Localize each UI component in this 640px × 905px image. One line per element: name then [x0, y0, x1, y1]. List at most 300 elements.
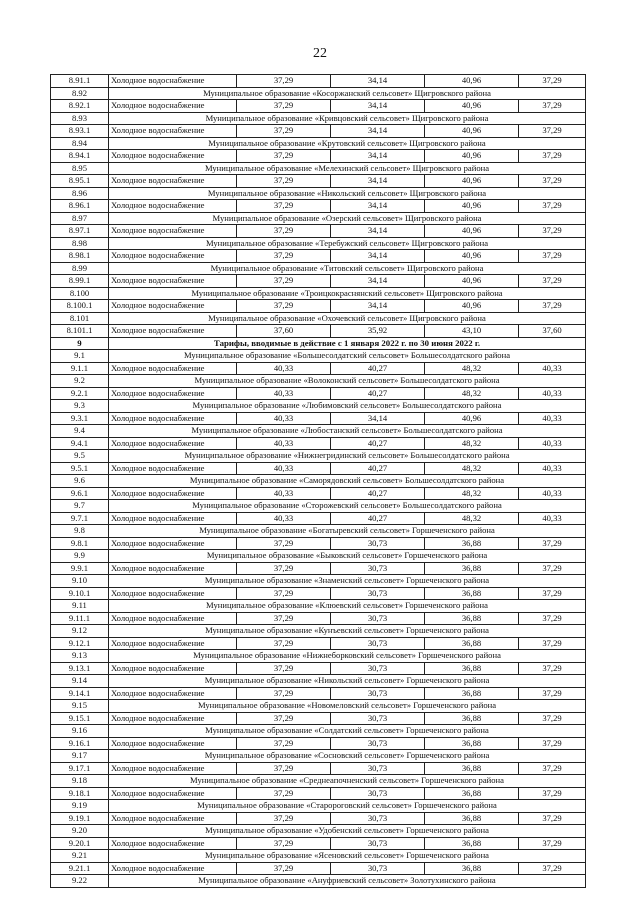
tariff-value-4: 37,29	[519, 537, 586, 550]
service-name: Холодное водоснабжение	[109, 762, 237, 775]
tariff-value-3: 48,32	[425, 512, 519, 525]
row-code: 9.13.1	[51, 662, 109, 675]
tariff-value-4: 37,29	[519, 687, 586, 700]
tariff-value-1: 37,29	[237, 562, 331, 575]
tariff-value-4: 37,29	[519, 837, 586, 850]
service-name: Холодное водоснабжение	[109, 737, 237, 750]
municipality-name: Муниципальное образование «Любостанский сельсовет» Большесолдатского района	[109, 425, 586, 438]
municipality-name: Муниципальное образование «Крутовский сельсовет» Щигровского района	[109, 137, 586, 150]
row-code: 9.19.1	[51, 812, 109, 825]
tariff-value-1: 37,29	[237, 762, 331, 775]
tariff-value-1: 37,29	[237, 150, 331, 163]
tariff-value-2: 34,14	[331, 200, 425, 213]
row-code: 9.12.1	[51, 637, 109, 650]
tariff-value-2: 40,27	[331, 387, 425, 400]
municipality-code: 9.14	[51, 675, 109, 688]
tariff-value-1: 37,29	[237, 787, 331, 800]
row-code: 8.91.1	[51, 75, 109, 88]
row-code: 9.21.1	[51, 862, 109, 875]
table-row	[51, 712, 586, 725]
tariff-value-1: 37,29	[237, 712, 331, 725]
municipality-row	[51, 350, 586, 363]
row-code: 9.18.1	[51, 787, 109, 800]
tariff-value-2: 30,73	[331, 712, 425, 725]
tariff-value-4: 37,29	[519, 637, 586, 650]
municipality-row	[51, 162, 586, 175]
tariff-value-2: 34,14	[331, 275, 425, 288]
table-row	[51, 300, 586, 313]
tariff-value-1: 40,33	[237, 462, 331, 475]
municipality-code: 9.13	[51, 650, 109, 663]
service-name: Холодное водоснабжение	[109, 325, 237, 338]
municipality-code: 9.19	[51, 800, 109, 813]
tariff-value-2: 40,27	[331, 512, 425, 525]
municipality-name: Муниципальное образование «Озерский сельсовет» Щигровского района	[109, 212, 586, 225]
tariff-value-4: 37,29	[519, 75, 586, 88]
tariff-value-4: 37,29	[519, 762, 586, 775]
tariff-value-1: 40,33	[237, 412, 331, 425]
tariff-value-3: 36,88	[425, 862, 519, 875]
tariff-value-1: 40,33	[237, 512, 331, 525]
municipality-row	[51, 625, 586, 638]
tariff-value-4: 37,29	[519, 737, 586, 750]
tariff-value-4: 37,29	[519, 712, 586, 725]
municipality-row	[51, 400, 586, 413]
tariff-value-2: 30,73	[331, 687, 425, 700]
service-name: Холодное водоснабжение	[109, 125, 237, 138]
table-row	[51, 437, 586, 450]
tariff-value-2: 30,73	[331, 587, 425, 600]
service-name: Холодное водоснабжение	[109, 250, 237, 263]
tariff-value-2: 40,27	[331, 487, 425, 500]
row-code: 9.8.1	[51, 537, 109, 550]
row-code: 9.6.1	[51, 487, 109, 500]
municipality-row	[51, 425, 586, 438]
municipality-row	[51, 500, 586, 513]
row-code: 9.4.1	[51, 437, 109, 450]
section-header-row	[51, 337, 586, 350]
tariff-value-1: 37,29	[237, 250, 331, 263]
municipality-code: 8.98	[51, 237, 109, 250]
municipality-code: 9.21	[51, 850, 109, 863]
municipality-code: 8.93	[51, 112, 109, 125]
municipality-code: 8.101	[51, 312, 109, 325]
tariff-value-1: 37,29	[237, 637, 331, 650]
tariff-value-4: 40,33	[519, 412, 586, 425]
municipality-row	[51, 800, 586, 813]
tariff-value-4: 40,33	[519, 387, 586, 400]
tariff-value-1: 37,29	[237, 837, 331, 850]
municipality-code: 8.95	[51, 162, 109, 175]
tariff-value-2: 30,73	[331, 662, 425, 675]
table-row	[51, 587, 586, 600]
tariff-value-2: 40,27	[331, 362, 425, 375]
tariff-table	[50, 74, 586, 888]
municipality-code: 9.16	[51, 725, 109, 738]
table-row	[51, 812, 586, 825]
service-name: Холодное водоснабжение	[109, 300, 237, 313]
service-name: Холодное водоснабжение	[109, 75, 237, 88]
tariff-value-1: 37,29	[237, 662, 331, 675]
page-number: 22	[313, 46, 327, 61]
service-name: Холодное водоснабжение	[109, 637, 237, 650]
service-name: Холодное водоснабжение	[109, 387, 237, 400]
table-row	[51, 250, 586, 263]
tariff-value-4: 37,29	[519, 150, 586, 163]
service-name: Холодное водоснабжение	[109, 200, 237, 213]
tariff-value-2: 34,14	[331, 150, 425, 163]
section-code: 9	[51, 337, 109, 350]
municipality-code: 9.6	[51, 475, 109, 488]
municipality-row	[51, 850, 586, 863]
municipality-name: Муниципальное образование «Большесолдатский сельсовет» Большесолдатского района	[109, 350, 586, 363]
tariff-value-3: 36,88	[425, 662, 519, 675]
table-row	[51, 612, 586, 625]
tariff-value-2: 34,14	[331, 225, 425, 238]
tariff-value-4: 37,29	[519, 587, 586, 600]
tariff-value-4: 37,29	[519, 812, 586, 825]
municipality-name: Муниципальное образование «Никольский сельсовет» Щигровского района	[109, 187, 586, 200]
row-code: 9.16.1	[51, 737, 109, 750]
row-code: 9.20.1	[51, 837, 109, 850]
tariff-value-3: 40,96	[425, 150, 519, 163]
tariff-value-4: 40,33	[519, 487, 586, 500]
tariff-value-3: 43,10	[425, 325, 519, 338]
row-code: 9.5.1	[51, 462, 109, 475]
tariff-value-3: 40,96	[425, 100, 519, 113]
municipality-name: Муниципальное образование «Косоржанский сельсовет» Щигровского района	[109, 87, 586, 100]
table-row	[51, 362, 586, 375]
table-row	[51, 862, 586, 875]
service-name: Холодное водоснабжение	[109, 862, 237, 875]
tariff-value-3: 48,32	[425, 387, 519, 400]
table-row	[51, 837, 586, 850]
municipality-row	[51, 137, 586, 150]
municipality-name: Муниципальное образование «Любимовский сельсовет» Большесолдатского района	[109, 400, 586, 413]
tariff-value-4: 37,29	[519, 225, 586, 238]
tariff-value-3: 40,96	[425, 75, 519, 88]
service-name: Холодное водоснабжение	[109, 837, 237, 850]
municipality-name: Муниципальное образование «Саморядовский сельсовет» Большесолдатского района	[109, 475, 586, 488]
tariff-value-4: 40,33	[519, 437, 586, 450]
municipality-name: Муниципальное образование «Нижнеборковский сельсовет» Горшеченского района	[109, 650, 586, 663]
municipality-name: Муниципальное образование «Быковский сельсовет» Горшеченского района	[109, 550, 586, 563]
municipality-code: 8.100	[51, 287, 109, 300]
municipality-row	[51, 675, 586, 688]
municipality-code: 8.97	[51, 212, 109, 225]
tariff-value-3: 36,88	[425, 737, 519, 750]
service-name: Холодное водоснабжение	[109, 100, 237, 113]
tariff-value-3: 40,96	[425, 200, 519, 213]
municipality-code: 9.3	[51, 400, 109, 413]
municipality-code: 8.94	[51, 137, 109, 150]
tariff-value-3: 36,88	[425, 837, 519, 850]
table-row	[51, 225, 586, 238]
tariff-value-2: 34,14	[331, 300, 425, 313]
table-row	[51, 487, 586, 500]
service-name: Холодное водоснабжение	[109, 175, 237, 188]
municipality-name: Муниципальное образование «Волоконский сельсовет» Большесолдатского района	[109, 375, 586, 388]
tariff-value-3: 36,88	[425, 537, 519, 550]
tariff-value-1: 37,29	[237, 125, 331, 138]
service-name: Холодное водоснабжение	[109, 612, 237, 625]
municipality-code: 8.99	[51, 262, 109, 275]
row-code: 9.14.1	[51, 687, 109, 700]
row-code: 8.92.1	[51, 100, 109, 113]
tariff-value-1: 37,29	[237, 100, 331, 113]
municipality-name: Муниципальное образование «Ануфриевский сельсовет» Золотухинского района	[109, 875, 586, 888]
tariff-value-3: 48,32	[425, 487, 519, 500]
table-row	[51, 275, 586, 288]
table-row	[51, 787, 586, 800]
tariff-value-3: 36,88	[425, 637, 519, 650]
row-code: 9.2.1	[51, 387, 109, 400]
tariff-value-1: 37,29	[237, 225, 331, 238]
row-code: 8.95.1	[51, 175, 109, 188]
tariff-value-3: 36,88	[425, 587, 519, 600]
municipality-row	[51, 825, 586, 838]
municipality-row	[51, 312, 586, 325]
municipality-name: Муниципальное образование «Старороговский сельсовет» Горшеченского района	[109, 800, 586, 813]
municipality-row	[51, 262, 586, 275]
table-row	[51, 325, 586, 338]
tariff-value-2: 30,73	[331, 537, 425, 550]
tariff-value-4: 37,29	[519, 787, 586, 800]
row-code: 8.93.1	[51, 125, 109, 138]
tariff-value-3: 48,32	[425, 437, 519, 450]
tariff-value-1: 37,29	[237, 200, 331, 213]
table-row	[51, 100, 586, 113]
tariff-value-1: 37,29	[237, 737, 331, 750]
municipality-row	[51, 750, 586, 763]
tariff-value-1: 37,29	[237, 862, 331, 875]
table-row	[51, 125, 586, 138]
municipality-code: 9.11	[51, 600, 109, 613]
service-name: Холодное водоснабжение	[109, 537, 237, 550]
row-code: 9.9.1	[51, 562, 109, 575]
municipality-row	[51, 187, 586, 200]
table-row	[51, 737, 586, 750]
table-row	[51, 687, 586, 700]
municipality-row	[51, 525, 586, 538]
tariff-value-1: 40,33	[237, 362, 331, 375]
service-name: Холодное водоснабжение	[109, 662, 237, 675]
table-row	[51, 762, 586, 775]
municipality-row	[51, 375, 586, 388]
tariff-value-4: 37,29	[519, 250, 586, 263]
table-row	[51, 462, 586, 475]
service-name: Холодное водоснабжение	[109, 412, 237, 425]
table-row	[51, 75, 586, 88]
municipality-name: Муниципальное образование «Охочевский сельсовет» Щигровского района	[109, 312, 586, 325]
municipality-code: 9.15	[51, 700, 109, 713]
municipality-name: Муниципальное образование «Солдатский сельсовет» Горшеченского района	[109, 725, 586, 738]
tariff-value-3: 40,96	[425, 412, 519, 425]
service-name: Холодное водоснабжение	[109, 562, 237, 575]
municipality-name: Муниципальное образование «Теребужский сельсовет» Щигровского района	[109, 237, 586, 250]
row-code: 8.99.1	[51, 275, 109, 288]
tariff-value-1: 37,29	[237, 537, 331, 550]
tariff-value-2: 30,73	[331, 637, 425, 650]
tariff-value-2: 34,14	[331, 412, 425, 425]
row-code: 9.11.1	[51, 612, 109, 625]
tariff-value-2: 34,14	[331, 175, 425, 188]
municipality-code: 8.96	[51, 187, 109, 200]
tariff-value-3: 40,96	[425, 225, 519, 238]
municipality-row	[51, 87, 586, 100]
tariff-value-3: 40,96	[425, 300, 519, 313]
service-name: Холодное водоснабжение	[109, 487, 237, 500]
service-name: Холодное водоснабжение	[109, 275, 237, 288]
tariff-value-3: 40,96	[425, 275, 519, 288]
tariff-value-1: 37,29	[237, 612, 331, 625]
municipality-name: Муниципальное образование «Богатыревский сельсовет» Горшеченского района	[109, 525, 586, 538]
municipality-code: 9.9	[51, 550, 109, 563]
row-code: 9.17.1	[51, 762, 109, 775]
tariff-value-4: 40,33	[519, 462, 586, 475]
tariff-value-1: 37,29	[237, 587, 331, 600]
tariff-value-3: 36,88	[425, 562, 519, 575]
tariff-value-2: 34,14	[331, 75, 425, 88]
tariff-value-4: 37,60	[519, 325, 586, 338]
service-name: Холодное водоснабжение	[109, 787, 237, 800]
service-name: Холодное водоснабжение	[109, 712, 237, 725]
municipality-name: Муниципальное образование «Среднеапочненский сельсовет» Горшеченского района	[109, 775, 586, 788]
table-row	[51, 662, 586, 675]
row-code: 8.94.1	[51, 150, 109, 163]
municipality-row	[51, 700, 586, 713]
tariff-value-3: 40,96	[425, 175, 519, 188]
table-row	[51, 175, 586, 188]
tariff-table-body	[51, 75, 586, 888]
tariff-value-4: 37,29	[519, 100, 586, 113]
municipality-name: Муниципальное образование «Кривцовский сельсовет» Щигровского района	[109, 112, 586, 125]
tariff-value-2: 30,73	[331, 837, 425, 850]
tariff-value-2: 34,14	[331, 100, 425, 113]
tariff-value-4: 40,33	[519, 512, 586, 525]
service-name: Холодное водоснабжение	[109, 587, 237, 600]
tariff-value-2: 30,73	[331, 762, 425, 775]
tariff-value-1: 37,29	[237, 687, 331, 700]
tariff-value-2: 30,73	[331, 562, 425, 575]
row-code: 8.98.1	[51, 250, 109, 263]
municipality-code: 9.2	[51, 375, 109, 388]
tariff-value-3: 36,88	[425, 787, 519, 800]
tariff-value-2: 30,73	[331, 787, 425, 800]
tariff-value-4: 40,33	[519, 362, 586, 375]
municipality-name: Муниципальное образование «Титовский сельсовет» Щигровского района	[109, 262, 586, 275]
table-row	[51, 637, 586, 650]
municipality-name: Муниципальное образование «Мелехинский сельсовет» Щигровского района	[109, 162, 586, 175]
service-name: Холодное водоснабжение	[109, 687, 237, 700]
municipality-row	[51, 725, 586, 738]
tariff-value-4: 37,29	[519, 862, 586, 875]
service-name: Холодное водоснабжение	[109, 812, 237, 825]
tariff-value-4: 37,29	[519, 612, 586, 625]
tariff-value-4: 37,29	[519, 562, 586, 575]
tariff-value-2: 30,73	[331, 812, 425, 825]
tariff-value-1: 37,29	[237, 75, 331, 88]
municipality-row	[51, 475, 586, 488]
municipality-code: 9.17	[51, 750, 109, 763]
tariff-value-1: 37,29	[237, 812, 331, 825]
row-code: 9.10.1	[51, 587, 109, 600]
municipality-row	[51, 112, 586, 125]
municipality-row	[51, 650, 586, 663]
municipality-row	[51, 212, 586, 225]
municipality-code: 9.22	[51, 875, 109, 888]
table-row	[51, 537, 586, 550]
tariff-value-2: 40,27	[331, 437, 425, 450]
tariff-value-2: 30,73	[331, 612, 425, 625]
row-code: 9.1.1	[51, 362, 109, 375]
table-row	[51, 512, 586, 525]
service-name: Холодное водоснабжение	[109, 462, 237, 475]
municipality-name: Муниципальное образование «Ясеновский сельсовет» Горшеченского района	[109, 850, 586, 863]
row-code: 9.7.1	[51, 512, 109, 525]
municipality-row	[51, 775, 586, 788]
tariff-value-3: 36,88	[425, 612, 519, 625]
tariff-value-3: 36,88	[425, 812, 519, 825]
tariff-value-2: 30,73	[331, 737, 425, 750]
tariff-value-4: 37,29	[519, 300, 586, 313]
tariff-value-1: 40,33	[237, 387, 331, 400]
table-row	[51, 412, 586, 425]
municipality-name: Муниципальное образование «Сосновский сельсовет» Горшеченского района	[109, 750, 586, 763]
municipality-code: 9.18	[51, 775, 109, 788]
municipality-row	[51, 575, 586, 588]
tariff-value-3: 40,96	[425, 250, 519, 263]
service-name: Холодное водоснабжение	[109, 225, 237, 238]
row-code: 8.97.1	[51, 225, 109, 238]
municipality-name: Муниципальное образование «Клюевский сельсовет» Горшеченского района	[109, 600, 586, 613]
municipality-code: 9.8	[51, 525, 109, 538]
tariff-value-3: 36,88	[425, 712, 519, 725]
service-name: Холодное водоснабжение	[109, 437, 237, 450]
municipality-row	[51, 237, 586, 250]
municipality-name: Муниципальное образование «Знаменский сельсовет» Горшеченского района	[109, 575, 586, 588]
tariff-value-2: 40,27	[331, 462, 425, 475]
row-code: 9.3.1	[51, 412, 109, 425]
municipality-code: 8.92	[51, 87, 109, 100]
tariff-value-4: 37,29	[519, 275, 586, 288]
tariff-value-1: 37,29	[237, 300, 331, 313]
tariff-value-2: 34,14	[331, 250, 425, 263]
municipality-code: 9.20	[51, 825, 109, 838]
tariff-value-1: 37,29	[237, 175, 331, 188]
table-row	[51, 200, 586, 213]
tariff-value-3: 40,96	[425, 125, 519, 138]
tariff-value-3: 48,32	[425, 462, 519, 475]
section-title: Тарифы, вводимые в действие с 1 января 2022 г. по 30 июня 2022 г.	[109, 337, 586, 350]
tariff-value-1: 40,33	[237, 487, 331, 500]
municipality-row	[51, 450, 586, 463]
municipality-code: 9.1	[51, 350, 109, 363]
service-name: Холодное водоснабжение	[109, 150, 237, 163]
municipality-row	[51, 600, 586, 613]
municipality-code: 9.4	[51, 425, 109, 438]
municipality-name: Муниципальное образование «Новомеловский сельсовет» Горшеченского района	[109, 700, 586, 713]
municipality-code: 9.7	[51, 500, 109, 513]
municipality-name: Муниципальное образование «Нижнегридинский сельсовет» Большесолдатского района	[109, 450, 586, 463]
municipality-row	[51, 875, 586, 888]
municipality-code: 9.10	[51, 575, 109, 588]
municipality-row	[51, 287, 586, 300]
municipality-name: Муниципальное образование «Троицкокраснянский сельсовет» Щигровского района	[109, 287, 586, 300]
table-row	[51, 562, 586, 575]
tariff-value-4: 37,29	[519, 125, 586, 138]
tariff-value-4: 37,29	[519, 200, 586, 213]
